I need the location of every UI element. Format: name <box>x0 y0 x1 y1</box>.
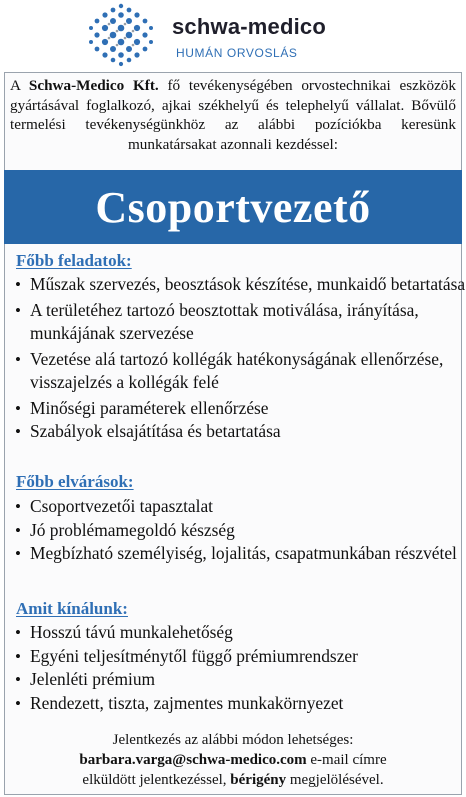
intro-part-2: fő tevékenységében orvostechnikai eszközök gyártásával foglalkozó, ajkai székhelyű és telephelyű vállalat. Bővülő termelési tevékenységünkhöz az alábbi pozíciókba keresünk munkatársakat azonnali kezdéssel: <box>10 77 456 153</box>
position-title: Csoportvezető <box>95 182 371 232</box>
brand-subtitle: HUMÁN ORVOSLÁS <box>176 46 298 60</box>
requirements-heading: Főbb elvárások: <box>16 472 134 491</box>
list-item: • Rendezett, tiszta, zajmentes munkakörnyezet <box>0 692 466 716</box>
list-item: • Egyéni teljesítménytől függő prémiumrendszer <box>0 645 466 669</box>
list-item: • Vezetése alá tartozó kollégák hatékonyságának ellenőrzése, visszajelzés a kollégák felé <box>0 348 466 395</box>
footer-line-3-end: megjelölésével. <box>286 772 384 788</box>
header <box>0 0 466 72</box>
title-band <box>4 170 462 244</box>
application-info <box>6 730 460 790</box>
list-item: • Szabályok elsajátítása és betartatása <box>0 420 466 444</box>
list-item: • Hosszú távú munkalehetőség <box>0 621 466 645</box>
footer-line-3 <box>6 770 460 790</box>
tasks-heading: Főbb feladatok: <box>16 251 132 270</box>
list-item: • Csoportvezetői tapasztalat <box>0 495 466 519</box>
footer-line-1: Jelentkezés az alábbi módon lehetséges: <box>112 732 354 748</box>
footer-line-2 <box>6 750 460 770</box>
list-item: • Jó problémamegoldó készség <box>0 519 466 543</box>
tasks-list <box>0 273 466 444</box>
company-name: Schwa-Medico Kft. <box>28 77 159 94</box>
list-item: • Minőségi paraméterek ellenőrzése <box>0 397 466 421</box>
schwa-medico-logo-icon <box>85 2 157 68</box>
offer-heading: Amit kínálunk: <box>16 599 128 618</box>
offer-list <box>0 621 466 715</box>
list-item: • Műszak szervezés, beosztások készítése, munkaidő betartatása <box>0 273 466 297</box>
intro-paragraph <box>10 76 456 154</box>
list-item: • Jelenléti prémium <box>0 668 466 692</box>
list-item: • A területéhez tartozó beosztottak motiválása, irányítása, munkájának szervezése <box>0 299 466 346</box>
footer-line-3-start: elküldött jelentkezéssel, <box>82 772 231 788</box>
requirements-list <box>0 495 466 566</box>
brand-name: schwa-medico <box>172 14 327 39</box>
footer-line-2-rest: e-mail címre <box>306 752 387 768</box>
contact-email[interactable]: barbara.varga@schwa-medico.com <box>79 752 307 768</box>
list-item: • Megbízható személyiség, lojalitás, csapatmunkában részvétel <box>0 542 466 566</box>
salary-expectation: bérigény <box>230 772 287 788</box>
intro-part-1: A <box>10 77 29 94</box>
